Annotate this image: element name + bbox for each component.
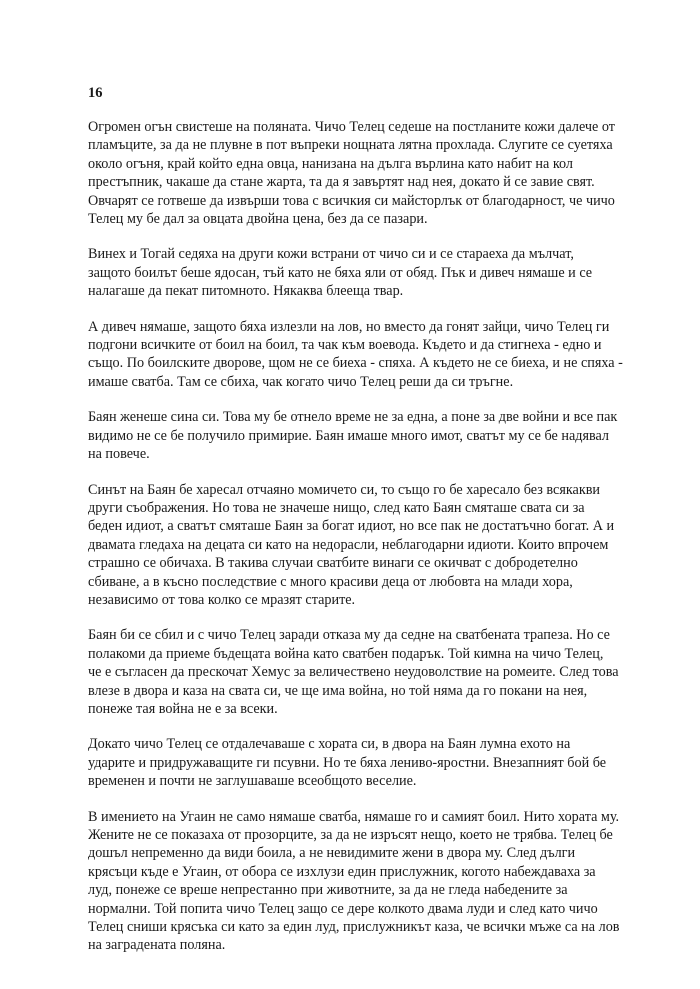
paragraph — [88, 408, 618, 463]
text-line: Баян би се сбил и с чичо Телец заради отказа му да седне на сватбената трапеза. Но се — [88, 627, 610, 644]
text-line: страшно се обичаха. В такива случаи сватбите винаги се окичват с добродетелно — [88, 555, 578, 572]
text-line: В имението на Угаин не само нямаше сватба, нямаше го и самият боил. Нито хората му. — [88, 808, 620, 825]
text-line: влезе в двора и каза на свата си, че ще има война, но той няма да го покани на нея, — [88, 682, 588, 699]
text-line: на заградената поляна. — [88, 937, 226, 954]
text-line: около огъня, край който една овца, нанизана на дълга върлина като набит на кол — [88, 155, 573, 172]
text-line: крясъци къде е Угаин, от обора се изхлузи един прислужник, когото набеждаваха за — [88, 863, 596, 880]
text-line: Жените не се показаха от прозорците, за да не изръсят нещо, което не трябва. Телец бе — [88, 827, 613, 843]
text-line: също. По боилските дворове, щом не се биеха - спяха. А където не се биеха, и не спяха - — [88, 355, 623, 372]
text-line: луд, понеже се вреше непрестанно при животните, за да не гледа набедените за — [88, 882, 568, 899]
text-line: престъпник, чакаше да стане жарта, та да я завъртят над нея, докато й се завие свят. — [88, 174, 595, 191]
text-line: имаше сватба. Там се сбиха, чак когато чичо Телец реши да си тръгне. — [88, 373, 514, 390]
text-line: Докато чичо Телец се отдалечаваше с хората си, в двора на Баян лумна ехото на — [88, 736, 571, 753]
text-line: Телец му бе дал за овцата двойна цена, без да се пазари. — [88, 211, 428, 228]
text-line: полакоми да приеме бъдещата война като сватбен подарък. Той кимна на чичо Телец, — [88, 645, 604, 662]
text-line: А дивеч нямаше, защото бяха излезли на лов, но вместо да гонят зайци, чичо Телец ги — [88, 318, 610, 335]
text-line: Синът на Баян бе харесал отчаяно момичето си, то също го бе харесало без всякакви — [88, 481, 601, 498]
text-line: Винех и Тогай седяха на други кожи встрани от чичо си и се стараеха да мълчат, — [88, 246, 574, 263]
text-line: Огромен огън свистеше на поляната. Чичо Телец седеше на постланите кожи далече от — [88, 119, 615, 135]
text-line: Овчарят се готвеше да извърши това с всичкия си майсторлък от благодарност, че чичо — [88, 192, 615, 209]
paragraph — [88, 808, 618, 955]
text-line: други съображения. Но това не значеше нищо, след като Баян смяташе свата си за — [88, 499, 585, 516]
paragraph — [88, 118, 618, 228]
paragraph — [88, 245, 618, 300]
document-page — [88, 84, 623, 972]
text-line: двамата гледаха на децата си като на недорасли, неблагодарни идиоти. Които впрочем — [88, 536, 609, 553]
text-line: понеже тая война не е за всеки. — [88, 700, 278, 717]
body-text — [88, 118, 623, 955]
text-line: нормални. Той попита чичо Телец защо се дере колкото двама луди и след като чичо — [88, 900, 598, 917]
text-line: дошъл непременно да види боила, а не невидимите жени в двора му. След дълги — [88, 845, 576, 862]
text-line: независимо от това колко се мразят старите. — [88, 591, 356, 608]
text-line: подгони всичките от боил на боил, та чак към воевода. Където и да стигнеха - едно и — [88, 337, 602, 354]
text-line: беден идиот, а сватът смяташе Баян за богат идиот, но все пак не достатъчно богат. А и — [88, 518, 615, 535]
text-line: налагаше да пекат питомното. Някаква блееща твар. — [88, 283, 404, 300]
paragraph — [88, 626, 618, 718]
text-line: временен и почти не заглушаваше всеобщото веселие. — [88, 773, 417, 790]
text-line: Баян женеше сина си. Това му бе отнело време не за една, а поне за две войни и все пак — [88, 409, 618, 426]
text-line: ударите и придружаващите ги псувни. Но те бяха лениво-яростни. Внезапният бой бе — [88, 754, 607, 771]
text-line: сбиване, а в късно последствие с много красиви деца от любовта на млади хора, — [88, 573, 573, 590]
paragraph — [88, 735, 618, 790]
text-line: защото боилът беше ядосан, тъй като не бяха яли от обяд. Пък и дивеч нямаше и се — [88, 264, 593, 281]
text-line: Телец сниши крясъка си като за един луд, прислужникът каза, че всички мъже са на лов — [88, 919, 620, 936]
paragraph — [88, 481, 618, 610]
text-line: че е съгласен да прескочат Хемус за величествено неудоволствие на ромеите. След това — [88, 664, 619, 681]
text-line: на повече. — [88, 446, 150, 463]
paragraph — [88, 318, 623, 392]
text-line: пламъците, за да не плувне в пот въпреки нощната лятна прохлада. Слугите се суетяха — [88, 137, 613, 154]
text-line: видимо не се бе получило примирие. Баян имаше много имот, сватът му се бе надявал — [88, 427, 609, 444]
page-number: 16 — [88, 85, 103, 101]
